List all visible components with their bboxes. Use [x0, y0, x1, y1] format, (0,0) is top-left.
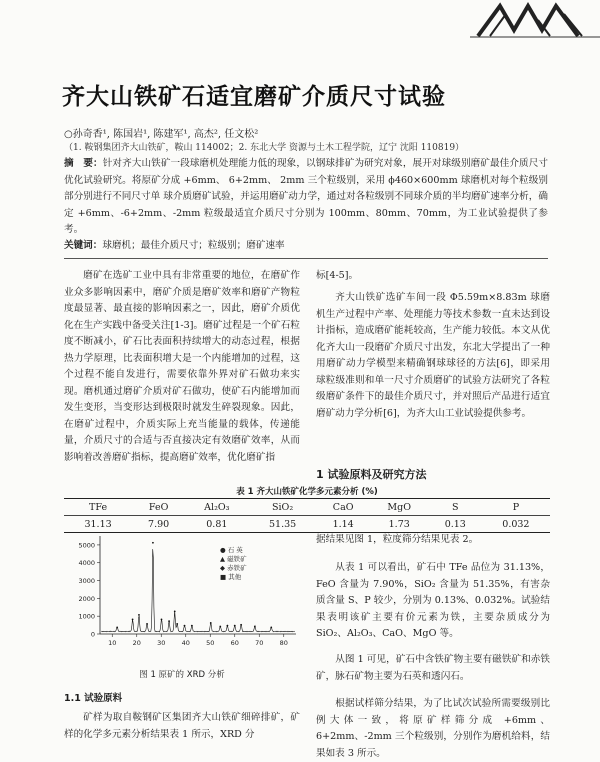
header-cell: TFe	[89, 501, 108, 513]
xrd-peak-point	[184, 625, 186, 627]
xrd-peak-point	[132, 618, 134, 620]
xrd-peak-point	[227, 625, 229, 627]
body-right-paragraph-5	[316, 696, 550, 762]
header-divider	[64, 258, 548, 259]
abstract	[64, 156, 548, 239]
xrd-peak-point	[174, 610, 176, 612]
header-cell: Al₂O₃	[204, 501, 230, 513]
x-tick-label: 10	[108, 639, 117, 647]
table-cell: 31.13	[84, 518, 112, 530]
x-tick-label: 70	[255, 639, 264, 647]
paper-title: 齐大山铁矿石适宜磨矿介质尺寸试验	[62, 84, 446, 110]
y-tick-label: 0	[90, 630, 95, 639]
section-1-heading: 1 试验原料及研究方法	[316, 468, 427, 481]
table-cell: 7.90	[148, 518, 170, 530]
header-cell: CaO	[332, 501, 354, 513]
legend-item: ■ 其他	[220, 573, 242, 581]
table-1	[64, 498, 550, 533]
header-cell: MgO	[387, 501, 412, 513]
body-right-paragraph-3	[316, 560, 550, 643]
x-tick-label: 20	[132, 639, 141, 647]
affiliations: （1. 鞍钢集团齐大山铁矿，鞍山 114002；2. 东北大学 资源与土木工程学院，辽宁 沈阳 110819）	[64, 143, 465, 153]
body-left-intro: 磨矿在选矿工业中具有非常重要的地位，在磨矿作业众多影响因素中，磨矿介质是磨矿效率和磨矿产物粒度最显著、最直接的影响因素之一，因此，磨矿介质优化在生产实践中备受关注[1-3]。磨矿过程是一个矿石粒度不断减小，矿石比表面积持续增大的动态过程，根据热力学原理，比表面积增大是一个内能增加的过程，这个过程不能自发进行，需要依靠外界对矿石做功来实现。磨机通过磨矿介质对矿石做功，使矿石内能增加而发生变形，当变形达到极限时就发生碎裂现象。因此，在磨矿过程中，介质实际上充当能量的载体，传递能量，介质尺寸的合适与否直接决定有效磨矿效率，从而影响着改善磨矿指标，提高磨矿效率，优化磨矿指	[64, 270, 300, 463]
keywords-text: 球磨机；最佳介质尺寸；粒级别；磨矿速率	[102, 240, 285, 251]
paragraph: 从图 1 可见，矿石中含铁矿物主要有磁铁矿和赤铁矿，脉石矿物主要为石英和透闪石。	[316, 654, 550, 682]
xrd-peak-point	[240, 624, 242, 626]
xrd-peak-point	[254, 626, 256, 628]
legend-item: ◆ 赤铁矿	[220, 564, 247, 572]
figure-1-caption: 图 1 原矿的 XRD 分析	[139, 670, 225, 680]
paragraph: 从表 1 可以看出，矿石中 TFe 品位为 31.13%，FeO 含量为 7.90%，SiO₂ 含量为 51.35%，有害杂质含量 S、P 较少，分别为 0.13%、0.032%。试验结果表明该矿主要有价元素为铁，主要杂质成分为 SiO₂、Al₂O₃、CaO、MgO 等。	[316, 562, 550, 639]
authors: ○孙奇香¹, 陈国岩¹, 陈建军¹, 高杰², 任文松²	[64, 129, 259, 140]
xrd-peak-point	[176, 623, 178, 625]
legend-item: ▲ 磁铁矿	[220, 555, 247, 563]
xrd-peak-point	[191, 625, 193, 627]
subsection-heading: 1.1 试验原料	[64, 693, 123, 704]
table-cell: 0.032	[502, 518, 530, 530]
x-tick-label: 50	[206, 639, 215, 647]
xrd-peak-point	[168, 620, 170, 622]
xrd-peak-point	[116, 627, 118, 629]
legend-item: ● 石 英	[220, 546, 243, 554]
header-cell: S	[452, 501, 459, 513]
y-tick-label: 3000	[78, 577, 95, 586]
x-tick-label: 80	[279, 639, 288, 647]
xrd-peak-point	[219, 626, 221, 628]
abstract-text: 针对齐大山铁矿一段球磨机处理能力低的现象，以钢球排矿为研究对象，展开对球级别磨矿最佳介质尺寸优化试验研究。将原矿分成 +6mm、 6+2mm、 2mm 三个粒级别，采用 ϕ460×600mm 球磨机对每个粒级别部分别进行不同尺寸单 球介质磨矿试验，并运用磨矿动力学，通过对各粒级别不同球介质的半均磨矿速率分析，确定 +6mm、-6+2mm、-2mm 粒级最适宜介质尺寸分别为 100mm、80mm、70mm，为工业试验提供了参考。	[64, 158, 549, 235]
x-tick-label: 40	[181, 639, 190, 647]
body-right-top: 标[4-5]。	[316, 270, 359, 281]
y-tick-label: 1000	[78, 612, 95, 621]
y-tick-label: 2000	[78, 594, 95, 603]
table-cell: 51.35	[269, 518, 297, 530]
y-tick-label: 4000	[78, 559, 95, 568]
journal-logo	[470, 0, 600, 38]
header-cell: FeO	[148, 501, 169, 513]
body-left-bottom: 矿样为取自鞍钢矿区集团齐大山铁矿细碎排矿，矿样的化学多元素分析结果表 1 所示，XRD 分	[64, 712, 300, 740]
table-cell: 1.14	[332, 518, 354, 530]
xrd-peak-point	[210, 622, 212, 624]
y-tick-label: 5000	[78, 541, 95, 550]
table-1-caption: 表 1 齐大山铁矿化学多元素分析 (%)	[236, 487, 378, 497]
x-tick-label: 60	[230, 639, 239, 647]
xrd-peak-point	[146, 623, 148, 625]
xrd-peak-point	[270, 627, 272, 629]
table-header-row	[64, 499, 550, 516]
xrd-peak-point	[138, 614, 140, 616]
paragraph: 根据试样筛分结果，为了比试次试验所需要级别比例大体一致，将原矿样筛分成 +6mm、6+2mm、-2mm 三个粒级别，分别作为磨机给料，结果如表 3 所示。	[316, 698, 550, 759]
body-right-paragraph-2	[316, 290, 550, 422]
table-cell: 1.73	[388, 518, 410, 530]
xrd-chart	[70, 530, 306, 648]
header-cell: SiO₂	[272, 501, 294, 513]
table-cell: 0.13	[444, 518, 466, 530]
paragraph: 齐大山铁矿选矿车间一段 Φ5.59m×8.83m 球磨机生产过程中产率、处理能力等技术参数一直未达到设计指标，造成磨矿能耗较高，生产能力较低。本文从优化齐大山一段磨矿介质尺寸出发，东北大学提出了一种用磨矿动力学模型来精确钢球球径的方法[6]，即采用球粒级准则和单一尺寸介质磨矿的试验方法研究了各粒级磨矿条件下的最佳介质尺寸，并对照后产品进行适宜磨矿动力学分析[6]，为齐大山工业试验提供参考。	[316, 292, 550, 419]
xrd-series-line	[101, 549, 295, 632]
abstract-label: 摘 要：	[64, 158, 103, 169]
keywords	[64, 238, 548, 255]
xrd-peak-point	[234, 625, 236, 627]
body-right-paragraph-4	[316, 652, 550, 685]
table-cell: 0.81	[206, 518, 228, 530]
header-cell: P	[512, 501, 520, 513]
x-tick-label: 30	[157, 639, 166, 647]
xrd-peak-point	[152, 542, 154, 544]
keywords-label: 关键词：	[64, 240, 103, 251]
xrd-peak-point	[161, 618, 163, 620]
body-right-after-table: 据结果见图 1，粒度筛分结果见表 2。	[316, 534, 479, 545]
